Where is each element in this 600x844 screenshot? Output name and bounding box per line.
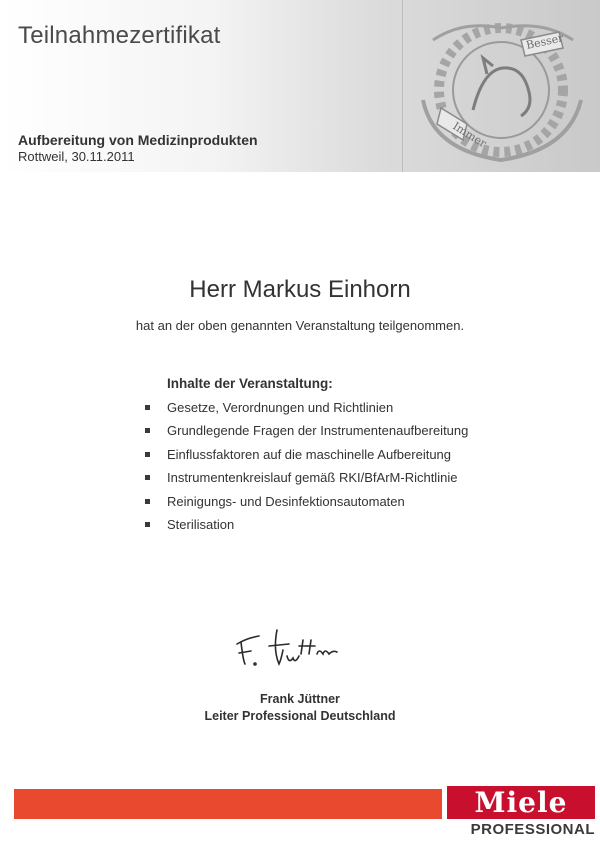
- list-item-label: Instrumentenkreislauf gemäß RKI/BfArM-Richtlinie: [167, 470, 458, 486]
- logo-subtitle: PROFESSIONAL: [470, 821, 595, 838]
- signer-name: Frank Jüttner: [260, 692, 340, 706]
- list-item: [145, 516, 468, 539]
- event-name: Aufbereitung von Medizinprodukten: [18, 132, 258, 148]
- footer-bar: [14, 789, 442, 819]
- list-item: [145, 399, 468, 422]
- participant-name: Herr Markus Einhorn: [189, 276, 411, 303]
- list-item: [145, 422, 468, 445]
- participation-statement: hat an der oben genannten Veranstaltung teilgenommen.: [135, 318, 465, 333]
- list-item-label: Gesetze, Verordnungen und Richtlinien: [167, 400, 394, 415]
- emblem-text-right: Besser: [524, 31, 565, 52]
- list-item: [145, 469, 468, 492]
- list-item-label: Sterilisation: [167, 516, 235, 532]
- list-item-label: Einflussfaktoren auf die maschinelle Aufbereitung: [167, 446, 452, 462]
- bullet-icon: [145, 475, 150, 480]
- signature-icon: [233, 620, 343, 672]
- bullet-icon: [145, 452, 150, 457]
- event-place-date: Rottweil, 30.11.2011: [18, 149, 135, 164]
- wreath-emblem-icon: [403, 0, 600, 172]
- contents-title: Inhalte der Veranstaltung:: [167, 376, 333, 391]
- bullet-icon: [145, 499, 150, 504]
- miele-logo: Miele: [447, 786, 595, 819]
- list-item: [145, 446, 468, 469]
- signer-role: Leiter Professional Deutschland: [204, 709, 396, 723]
- list-item-label: Grundlegende Fragen der Instrumentenaufbereitung: [167, 423, 469, 439]
- certificate-header: [0, 0, 600, 172]
- bullet-icon: [145, 428, 150, 433]
- contents-list: [145, 399, 468, 539]
- bullet-icon: [145, 522, 150, 527]
- certificate-title: Teilnahmezertifikat: [18, 22, 221, 49]
- emblem-text-left: Immer: [450, 119, 489, 151]
- list-item: [145, 493, 468, 516]
- bullet-icon: [145, 405, 150, 410]
- list-item-label: Reinigungs- und Desinfektionsautomaten: [167, 493, 405, 509]
